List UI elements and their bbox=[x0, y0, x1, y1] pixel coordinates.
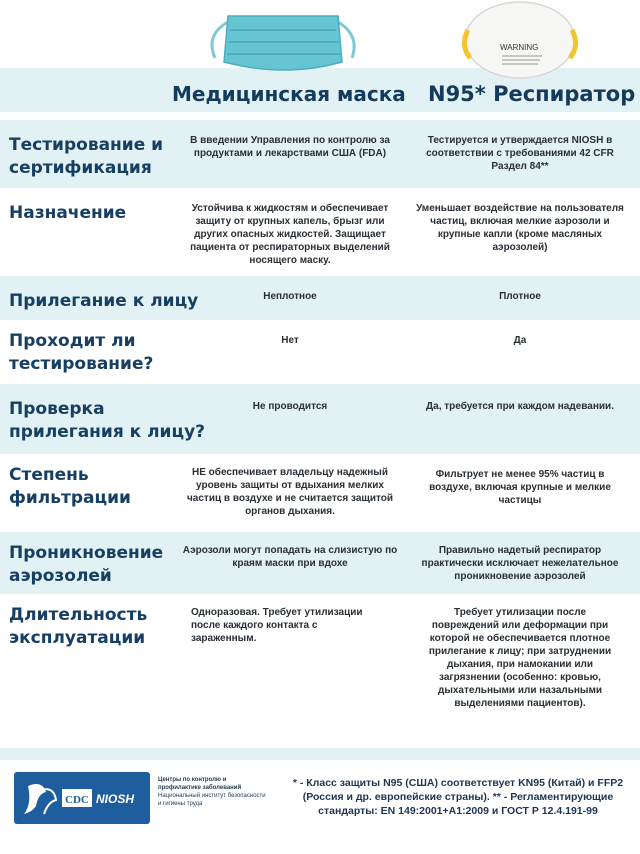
row-label: Проникновение аэрозолей bbox=[9, 543, 164, 586]
medical-cell: Нет bbox=[281, 335, 299, 346]
cdc-logo-text: CDC bbox=[65, 794, 89, 806]
table-row bbox=[0, 120, 640, 188]
footer-band bbox=[0, 748, 640, 760]
medical-cell: Не проводится bbox=[252, 401, 328, 412]
medical-cell: Аэрозоли могут попадать на слизистую по краям маски при вдохе bbox=[182, 545, 398, 569]
table-row bbox=[0, 384, 640, 454]
niosh-logo-text: NIOSH bbox=[96, 792, 135, 806]
hhs-eagle-icon bbox=[14, 772, 150, 824]
n95-respirator-icon bbox=[460, 0, 590, 82]
medical-cell: Неплотное bbox=[263, 291, 317, 302]
table-row bbox=[0, 594, 640, 748]
medical-mask-title: Медицинская маска bbox=[172, 82, 406, 106]
n95-cell: Фильтрует не менее 95% частиц в воздухе, включая крупные и мелкие частицы bbox=[429, 469, 611, 506]
table-row bbox=[0, 188, 640, 276]
row-label: Назначение bbox=[9, 203, 127, 223]
n95-respirator-title: N95* Респиратор bbox=[428, 82, 636, 106]
table-row bbox=[0, 276, 640, 320]
row-label: Тестирование и сертификация bbox=[9, 135, 164, 178]
n95-warning-text: WARNING bbox=[500, 43, 539, 52]
medical-cell: НЕ обеспечивает владельцу надежный уровень защиты от вдыхания мелких частиц в воздухе и не считается защитой органов дыхания. bbox=[187, 467, 393, 517]
table-row bbox=[0, 532, 640, 594]
n95-cell: Уменьшает воздействие на пользователя частиц, включая мелкие аэрозоли и крупные капли (кроме масляных аэрозолей) bbox=[416, 203, 624, 253]
medical-cell: В введении Управления по контролю за продуктами и лекарствами США (FDA) bbox=[190, 135, 390, 159]
row-label: Проходит ли тестирование? bbox=[9, 331, 154, 374]
n95-cell: Да, требуется при каждом надевании. bbox=[426, 401, 614, 412]
row-label: Проверка прилегания к лицу? bbox=[9, 399, 206, 442]
header bbox=[0, 0, 640, 112]
table-row bbox=[0, 320, 640, 384]
medical-cell: Одноразовая. Требует утилизации после каждого контакта с зараженным. bbox=[191, 607, 363, 644]
organization-names bbox=[158, 776, 268, 808]
cdc-niosh-logo bbox=[14, 772, 150, 824]
row-label: Прилегание к лицу bbox=[9, 291, 199, 311]
row-label: Степень фильтрации bbox=[9, 465, 131, 508]
n95-cell: Тестируется и утверждается NIOSH в соответствии с требованиями 42 CFR Раздел 84** bbox=[426, 135, 614, 172]
org-niosh-name: Национальный институт безопасности и гигиены труда bbox=[158, 793, 266, 807]
n95-cell: Требует утилизации после повреждений или деформации при которой не обеспечивается плотное прилегание к лицу; при затруднении дыхания, при намокании или загрязнении (особенно: кровью, дыхательными или назальными выделениями пациентов). bbox=[428, 607, 612, 709]
n95-cell: Плотное bbox=[499, 291, 541, 302]
n95-cell: Правильно надетый респиратор практически исключает нежелательное проникновение аэрозолей bbox=[421, 545, 619, 582]
row-label: Длительность эксплуатации bbox=[9, 605, 148, 648]
footnote: * - Класс защиты N95 (США) соответствует KN95 (Китай) и FFP2 (Россия и др. европейские страны). ** - Регламентирующие стандарты: EN 149:2001+A1:2009 и ГОСТ Р 12.4.191-99 bbox=[292, 777, 624, 817]
n95-cell: Да bbox=[513, 335, 527, 346]
table-row bbox=[0, 454, 640, 532]
medical-cell: Устойчива к жидкостям и обеспечивает защиту от крупных капель, брызг или других опасных жидкостей. Защищает пациента от респираторных выделений носящего маску. bbox=[190, 203, 390, 266]
org-cdc-name: Центры по контролю и профилактике заболеваний bbox=[158, 777, 242, 791]
